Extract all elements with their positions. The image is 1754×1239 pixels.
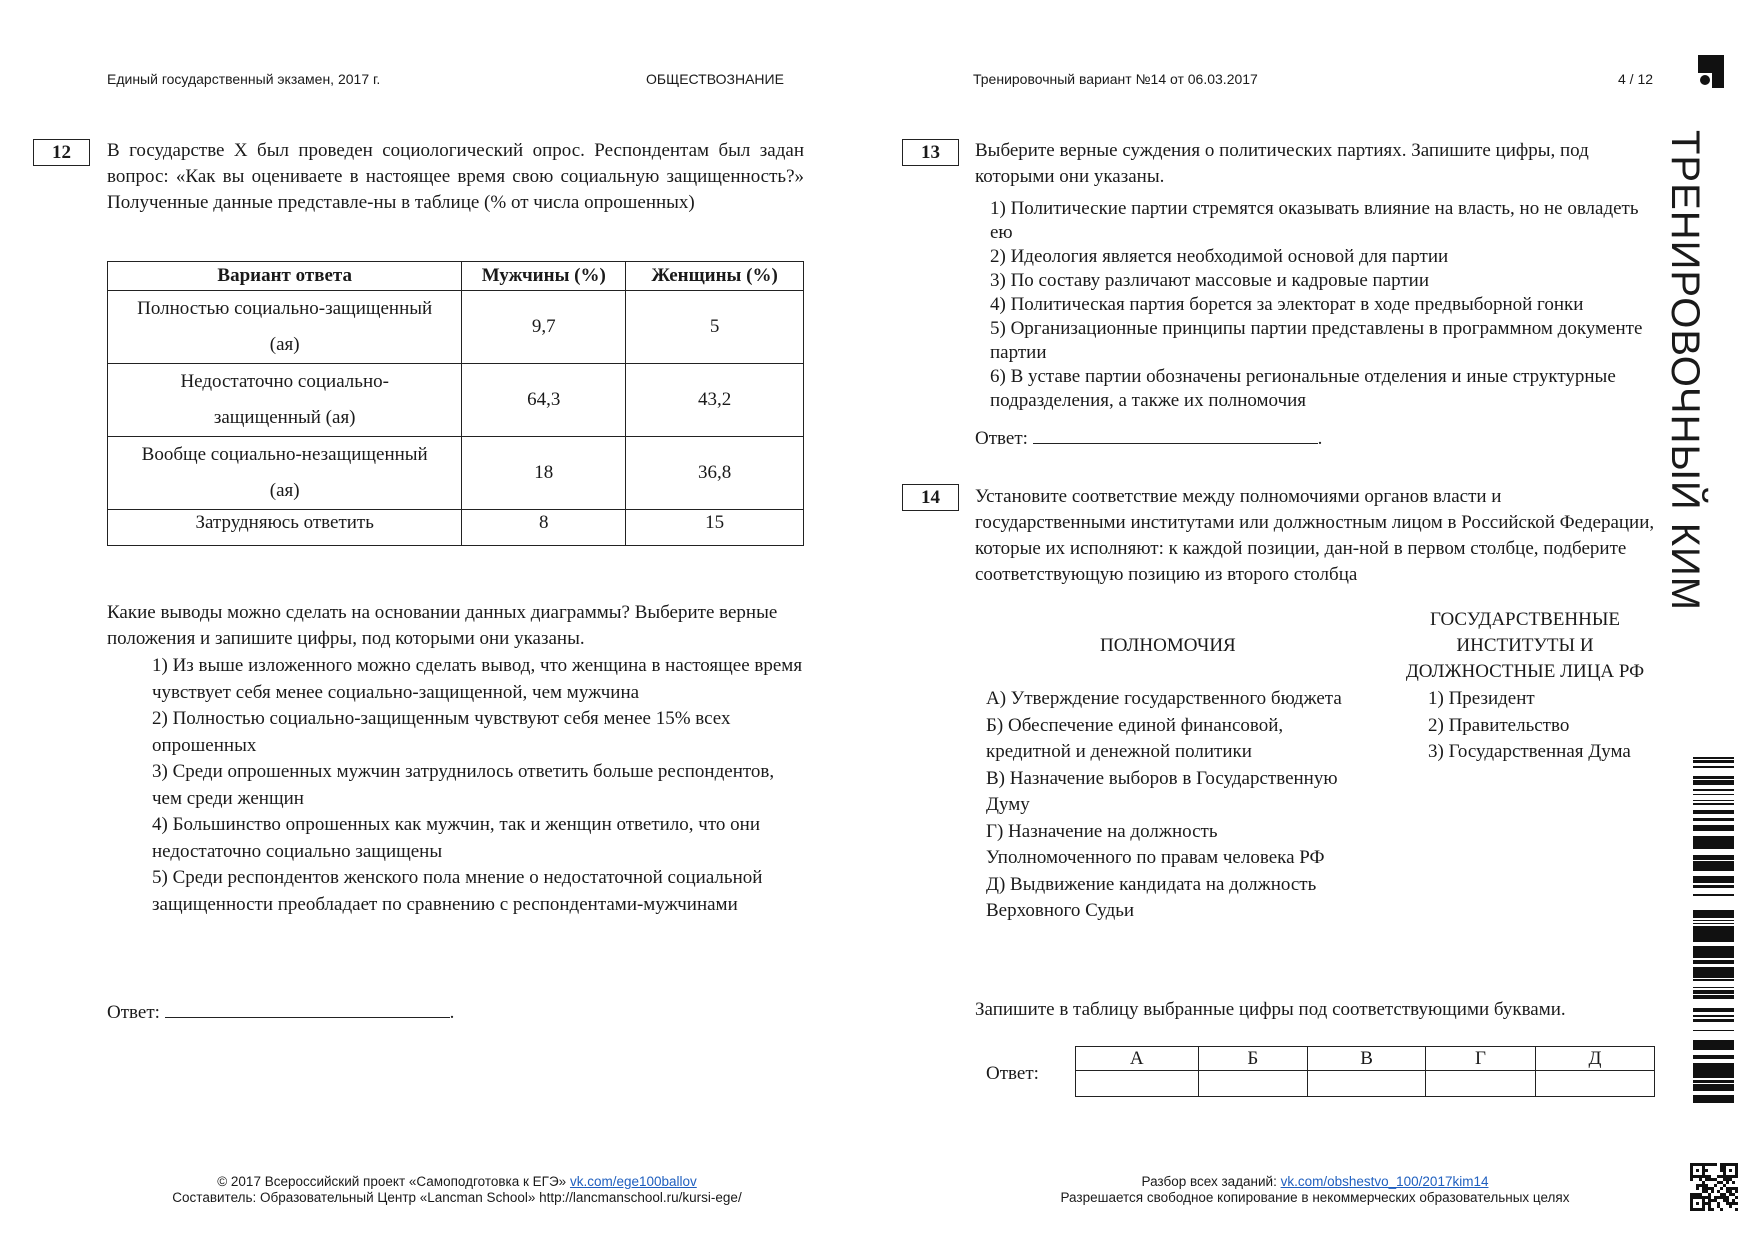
list-item: 2) Полностью социально-защищенным чувствуют себя менее 15% всех опрошенных bbox=[152, 708, 731, 756]
q14-answer-letter: Г bbox=[1425, 1047, 1535, 1071]
q12-answer-label: Ответ: bbox=[107, 1002, 160, 1023]
q13-answer bbox=[975, 423, 1322, 452]
table-row bbox=[108, 291, 804, 364]
q12-cell-women: 36,8 bbox=[626, 437, 804, 510]
q13-answer-end: . bbox=[1317, 428, 1323, 449]
list-item: 1) Президент bbox=[1428, 688, 1535, 709]
q14-answer-table bbox=[1075, 1046, 1655, 1097]
list-item: Г) Назначение на должность Уполномоченного по правам человека РФ bbox=[986, 820, 1325, 868]
q14-answer-letters-row bbox=[1076, 1047, 1655, 1071]
q12-col-header-men: Мужчины (%) bbox=[462, 262, 626, 291]
q13-intro: Выберите верные суждения о политических партиях. Запишите цифры, под которыми они указаны. bbox=[975, 140, 1589, 187]
q14-answer-cell[interactable] bbox=[1425, 1071, 1535, 1097]
q14-intro: Установите соответствие между полномочиями органов власти и государственными институтами или должностным лицом в Российской Федерации, которые их исполняют: к каждой позиции, дан-ной в первом столбце, подберите соответствующую позицию из второго столбца bbox=[975, 486, 1655, 585]
q12-row-label-line1: Недостаточно социально- bbox=[180, 371, 389, 392]
list-item: 2) Идеология является необходимой основой для партии bbox=[990, 246, 1449, 267]
footer-right-text: Разбор всех заданий: bbox=[1141, 1174, 1277, 1189]
footer-left-link[interactable]: vk.com/ege100ballov bbox=[569, 1174, 697, 1189]
q12-answer bbox=[107, 997, 454, 1026]
footer-right-link[interactable]: vk.com/obshestvo_100/2017kim14 bbox=[1280, 1174, 1489, 1189]
q14-answer-cell[interactable] bbox=[1076, 1071, 1199, 1097]
q12-intro: В государстве Х был проведен социологический опрос. Респондентам был задан вопрос: «Как вы оцениваете в настоящее время свою социальную защищенность?» Полученные данные представле-ны в таблице (% от числа опрошенных) bbox=[107, 140, 804, 213]
q12-question: Какие выводы можно сделать на основании данных диаграммы? Выберите верные положения и запишите цифры, под которыми они указаны. bbox=[107, 602, 778, 649]
q12-answer-end: . bbox=[449, 1002, 455, 1023]
header-variant: Тренировочный вариант №14 от 06.03.2017 bbox=[973, 71, 1258, 87]
q12-cell-men: 8 bbox=[462, 510, 626, 546]
q14-answer-letter: Б bbox=[1198, 1047, 1308, 1071]
table-row bbox=[108, 437, 804, 510]
qr-code-icon bbox=[1690, 1163, 1738, 1211]
side-title: ТРЕНИРОВОЧНЫЙ КИМ bbox=[1663, 130, 1707, 612]
list-item: 2) Правительство bbox=[1428, 714, 1570, 736]
header-exam: Единый государственный экзамен, 2017 г. bbox=[107, 71, 381, 87]
list-item: 1) Из выше изложенного можно сделать вывод, что женщина в настоящее время чувствует себя менее социально-защищенной, чем мужчина bbox=[152, 655, 803, 703]
q14-answer-cell[interactable] bbox=[1535, 1071, 1654, 1097]
q12-cell-men: 18 bbox=[462, 437, 626, 510]
q14-left-items bbox=[986, 686, 1366, 925]
q12-table bbox=[107, 261, 804, 546]
q12-cell-men: 64,3 bbox=[462, 364, 626, 437]
q14-instruction: Запишите в таблицу выбранные цифры под соответствующими буквами. bbox=[975, 999, 1566, 1020]
q12-cell-women: 5 bbox=[626, 291, 804, 364]
q14-answer-cells-row bbox=[1076, 1071, 1655, 1097]
footer-left-text: © 2017 Всероссийский проект «Самоподготовка к ЕГЭ» bbox=[217, 1174, 567, 1189]
question-number-14: 14 bbox=[902, 484, 959, 511]
question-number-12: 12 bbox=[33, 139, 90, 166]
q14-answer-letter: А bbox=[1076, 1047, 1199, 1071]
q12-row-label-line2: (ая) bbox=[269, 480, 300, 501]
list-item: 4) Большинство опрошенных как мужчин, так и женщин ответило, что они недостаточно социально защищены bbox=[152, 814, 760, 862]
q12-options bbox=[152, 653, 808, 918]
q12-row-label-line1: Полностью социально-защищенный bbox=[137, 298, 433, 319]
q12-row-label-line2: защищенный (ая) bbox=[213, 407, 356, 428]
q12-row-label: Затрудняюсь ответить bbox=[108, 510, 462, 546]
q13-options bbox=[990, 197, 1665, 413]
q14-right-items bbox=[1428, 686, 1668, 766]
q14-answer-letter: Д bbox=[1535, 1047, 1654, 1071]
q14-left-header: ПОЛНОМОЧИЯ bbox=[1100, 635, 1236, 656]
list-item: 1) Политические партии стремятся оказывать влияние на власть, но не овладеть ею bbox=[990, 198, 1639, 243]
q12-cell-women: 43,2 bbox=[626, 364, 804, 437]
table-row bbox=[108, 510, 804, 546]
q14-right-header: ГОСУДАРСТВЕННЫЕ ИНСТИТУТЫ И ДОЛЖНОСТНЫЕ ЛИЦА РФ bbox=[1405, 609, 1645, 682]
list-item: 5) Организационные принципы партии представлены в программном документе партии bbox=[990, 318, 1643, 363]
footer-left bbox=[107, 1174, 807, 1206]
list-item: А) Утверждение государственного бюджета bbox=[986, 688, 1342, 709]
q14-answer-label: Ответ: bbox=[986, 1063, 1039, 1084]
list-item: Д) Выдвижение кандидата на должность Верховного Судьи bbox=[986, 873, 1317, 921]
footer-right bbox=[975, 1174, 1655, 1206]
list-item: Б) Обеспечение единой финансовой, кредитной и денежной политики bbox=[986, 714, 1284, 762]
list-item: 3) Государственная Дума bbox=[1428, 741, 1631, 762]
footer-left-line2: Составитель: Образовательный Центр «Lancman School» http://lancmanschool.ru/kursi-ege/ bbox=[172, 1190, 742, 1205]
list-item: 4) Политическая партия борется за электорат в ходе предвыборной гонки bbox=[990, 294, 1584, 315]
q12-answer-line[interactable] bbox=[165, 997, 450, 1018]
header-page: 4 / 12 bbox=[1618, 71, 1654, 87]
header-subject: ОБЩЕСТВОЗНАНИЕ bbox=[646, 71, 784, 87]
list-item: 3) Среди опрошенных мужчин затруднилось ответить больше респондентов, чем среди женщин bbox=[152, 761, 775, 809]
q12-table-header-row bbox=[108, 262, 804, 291]
q12-row-label bbox=[108, 291, 462, 364]
q12-cell-men: 9,7 bbox=[462, 291, 626, 364]
footer-right-line2: Разрешается свободное копирование в некоммерческих образовательных целях bbox=[1060, 1190, 1570, 1205]
q12-row-label-line2: (ая) bbox=[269, 334, 300, 355]
q14-answer-cell[interactable] bbox=[1308, 1071, 1426, 1097]
list-item: 6) В уставе партии обозначены региональные отделения и иные структурные подразделения, а также их полномочия bbox=[990, 366, 1616, 411]
q12-col-header-women: Женщины (%) bbox=[626, 262, 804, 291]
q13-answer-line[interactable] bbox=[1033, 423, 1318, 444]
q12-row-label bbox=[108, 364, 462, 437]
corner-marker-icon bbox=[1698, 55, 1724, 88]
q13-answer-label: Ответ: bbox=[975, 428, 1028, 449]
list-item: 3) По составу различают массовые и кадровые партии bbox=[990, 270, 1429, 291]
q12-row-label-line1: Вообще социально-незащищенный bbox=[141, 444, 428, 465]
list-item: 5) Среди респондентов женского пола мнение о недостаточной социальной защищенности преобладает по сравнению с респондентами-мужчинами bbox=[152, 867, 763, 915]
q14-answer-cell[interactable] bbox=[1198, 1071, 1308, 1097]
table-row bbox=[108, 364, 804, 437]
question-number-13: 13 bbox=[902, 139, 959, 166]
q14-answer-letter: В bbox=[1308, 1047, 1426, 1071]
q12-cell-women: 15 bbox=[626, 510, 804, 546]
q12-col-header-answer: Вариант ответа bbox=[108, 262, 462, 291]
list-item: В) Назначение выборов в Государственную Думу bbox=[986, 767, 1338, 815]
barcode-icon bbox=[1693, 757, 1734, 1110]
q12-row-label bbox=[108, 437, 462, 510]
